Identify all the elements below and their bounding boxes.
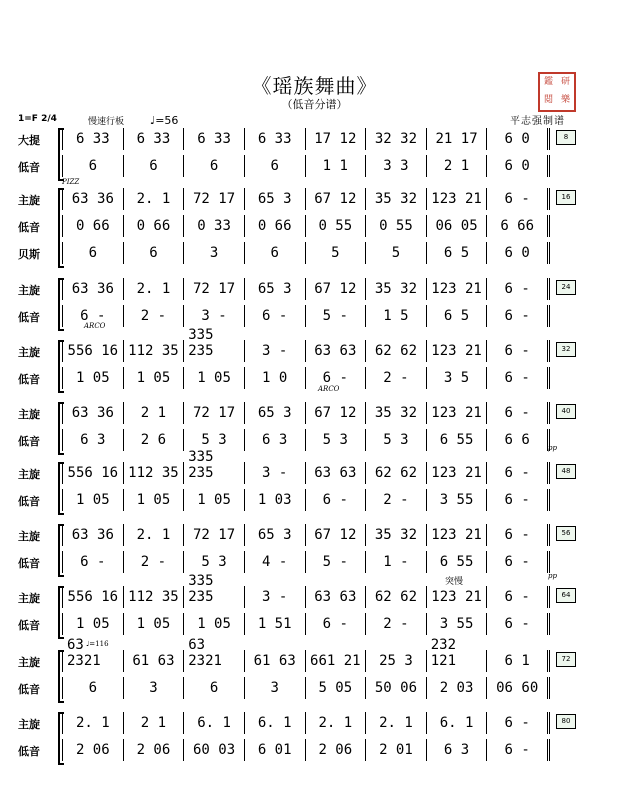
tempo-change: ♩=116 — [86, 640, 109, 648]
measure: 6 33 — [245, 128, 306, 150]
measure: 3 — [245, 677, 306, 699]
staff-label: 低音 — [18, 435, 40, 448]
measure: 72 17 — [184, 524, 245, 546]
arco-mark: ARCO — [84, 322, 106, 330]
staff-row — [62, 305, 550, 327]
measure: 6 1 — [487, 650, 550, 672]
measure: 123 21 — [427, 462, 488, 484]
measure: 6 - — [487, 305, 550, 327]
staff-label: 主旋 — [18, 530, 40, 543]
arco-mark: ARCO — [318, 385, 340, 393]
staff-label: 低音 — [18, 161, 40, 174]
measure: 123 21 — [427, 188, 488, 210]
measure: 6 - — [306, 367, 367, 389]
measure: 6 - — [487, 367, 550, 389]
rehearsal-number: 48 — [556, 464, 576, 479]
measure: 62 62 — [366, 462, 427, 484]
measure: 6 — [184, 677, 245, 699]
staff-label: 主旋 — [18, 592, 40, 605]
measure: 63 36 — [62, 278, 124, 300]
rehearsal-number: 56 — [556, 526, 576, 541]
measure: 67 12 — [306, 278, 367, 300]
measure: 61 63 — [124, 650, 185, 672]
measure: 2. 1 — [306, 712, 367, 734]
measure: 6 3 — [62, 429, 124, 451]
measure: 3 3 — [366, 155, 427, 177]
measure: 6 — [62, 677, 124, 699]
measure: 35 32 — [366, 278, 427, 300]
staff-label: 主旋 — [18, 408, 40, 421]
page-subtitle: （低音分谱） — [281, 98, 348, 111]
measure: 50 06 — [366, 677, 427, 699]
measure: 123 21 — [427, 278, 488, 300]
measure: 17 12 — [306, 128, 367, 150]
measure: 112 35 — [124, 462, 185, 484]
measure: 123 21 — [427, 402, 488, 424]
measure: 6 - — [62, 551, 124, 573]
measure: 123 21 — [427, 586, 488, 608]
measure: 2. 1 — [124, 278, 185, 300]
measure: 1 - — [366, 551, 427, 573]
measure: 335 235 — [184, 462, 245, 484]
measure: 2 6 — [124, 429, 185, 451]
measure: 0 55 — [366, 215, 427, 237]
staff-label: 主旋 — [18, 656, 40, 669]
staff-row — [62, 128, 550, 150]
measure: 112 35 — [124, 340, 185, 362]
measure: 1 05 — [62, 367, 124, 389]
measure: 6 0 — [487, 155, 550, 177]
measure: 6 33 — [62, 128, 124, 150]
staff-label: 低音 — [18, 221, 40, 234]
measure: 6 - — [306, 613, 367, 635]
measure: 72 17 — [184, 188, 245, 210]
measure: 63 36 — [62, 402, 124, 424]
measure: 6. 1 — [245, 712, 306, 734]
measure: 1 05 — [184, 367, 245, 389]
measure: 1 0 — [245, 367, 306, 389]
staff-label: 主旋 — [18, 468, 40, 481]
measure: 5 3 — [184, 429, 245, 451]
measure: 335 235 — [184, 586, 245, 608]
measure: 1 05 — [124, 489, 185, 511]
measure: 2 - — [366, 489, 427, 511]
measure: 4 - — [245, 551, 306, 573]
staff-row — [62, 278, 550, 300]
measure: 1 05 — [62, 489, 124, 511]
measure: 5 3 — [366, 429, 427, 451]
measure: 5 3 — [184, 551, 245, 573]
measure: 2 - — [124, 551, 185, 573]
measure: 63 2321 — [184, 650, 245, 672]
measure: 2 1 — [124, 712, 185, 734]
measure: 3 — [184, 242, 245, 264]
staff-row — [62, 188, 550, 210]
staff-row — [62, 449, 550, 484]
measure: 1 1 — [306, 155, 367, 177]
staff-row — [62, 215, 550, 237]
measure: 2 1 — [427, 155, 488, 177]
measure: 335 235 — [184, 340, 245, 362]
staff-label: 低音 — [18, 745, 40, 758]
rehearsal-number: 40 — [556, 404, 576, 419]
staff-row — [62, 429, 550, 451]
measure: 6 - — [487, 402, 550, 424]
measure: 6 - — [487, 739, 550, 761]
measure: 6 0 — [487, 242, 550, 264]
measure: 6 5 — [427, 242, 488, 264]
measure: 2. 1 — [124, 188, 185, 210]
measure: 5 3 — [306, 429, 367, 451]
measure: 112 35 — [124, 586, 185, 608]
measure: 6 - — [487, 188, 550, 210]
measure: 32 32 — [366, 128, 427, 150]
measure: 67 12 — [306, 524, 367, 546]
staff-row — [62, 677, 550, 699]
measure: 6 - — [245, 305, 306, 327]
measure: 35 32 — [366, 188, 427, 210]
measure: 61 63 — [245, 650, 306, 672]
key-signature: 1=F 2/4 — [18, 114, 57, 124]
tempo-text: 慢速行板 — [88, 117, 125, 127]
measure: 6 66 — [487, 215, 550, 237]
staff-label: 贝斯 — [18, 248, 40, 261]
measure: 1 05 — [124, 613, 185, 635]
measure: 65 3 — [245, 188, 306, 210]
measure: 6 - — [487, 489, 550, 511]
measure: 1 5 — [366, 305, 427, 327]
measure: 6 — [124, 155, 185, 177]
measure: 6 - — [487, 278, 550, 300]
staff-row — [62, 524, 550, 546]
measure: 65 3 — [245, 524, 306, 546]
staff-label: 低音 — [18, 373, 40, 386]
measure: 35 32 — [366, 524, 427, 546]
pp-mark: pp — [548, 444, 557, 452]
measure: 6 55 — [427, 551, 488, 573]
staff-label: 主旋 — [18, 284, 40, 297]
pizz-mark: PIZZ — [62, 178, 80, 186]
measure: 6 3 — [427, 739, 488, 761]
measure: 0 66 — [245, 215, 306, 237]
measure: 62 62 — [366, 586, 427, 608]
rehearsal-number: 80 — [556, 714, 576, 729]
rehearsal-number: 8 — [556, 130, 576, 145]
measure: 6. 1 — [427, 712, 488, 734]
measure: 63 36 — [62, 524, 124, 546]
staff-label: 主旋 — [18, 194, 40, 207]
measure: 556 16 — [62, 462, 124, 484]
measure: 5 05 — [306, 677, 367, 699]
measure: 6 - — [487, 551, 550, 573]
measure: 2. 1 — [366, 712, 427, 734]
measure: 6 — [62, 155, 124, 177]
page-title: 《瑶族舞曲》 — [251, 74, 378, 98]
rehearsal-number: 24 — [556, 280, 576, 295]
seal-char: 閲 — [543, 95, 553, 105]
rehearsal-number: 64 — [556, 588, 576, 603]
measure: 65 3 — [245, 402, 306, 424]
measure: 63 63 — [306, 462, 367, 484]
measure: 35 32 — [366, 402, 427, 424]
staff-row — [62, 489, 550, 511]
seal-stamp — [538, 72, 576, 112]
measure: 3 - — [245, 586, 306, 608]
seal-char: 鑑 — [543, 77, 553, 87]
measure: 2 - — [366, 613, 427, 635]
staff-label: 主旋 — [18, 346, 40, 359]
measure: 232 121 — [427, 650, 488, 672]
measure: 2 01 — [366, 739, 427, 761]
measure: 6 - — [487, 462, 550, 484]
pp-mark: pp — [548, 572, 557, 580]
staff-row — [62, 739, 550, 761]
measure: 123 21 — [427, 524, 488, 546]
measure: 0 66 — [124, 215, 185, 237]
staff-row — [62, 402, 550, 424]
measure: 6 6 — [487, 429, 550, 451]
measure: 65 3 — [245, 278, 306, 300]
staff-label: 低音 — [18, 557, 40, 570]
measure: 6 — [184, 155, 245, 177]
measure: 6 — [245, 155, 306, 177]
measure: 3 - — [245, 462, 306, 484]
measure: 3 55 — [427, 613, 488, 635]
measure: 6 - — [487, 613, 550, 635]
staff-row — [62, 712, 550, 734]
measure: 5 — [306, 242, 367, 264]
measure: 3 - — [184, 305, 245, 327]
staff-row — [62, 155, 550, 177]
rehearsal-number: 32 — [556, 342, 576, 357]
measure: 6 33 — [184, 128, 245, 150]
measure: 06 60 — [487, 677, 550, 699]
staff-row — [62, 327, 550, 362]
measure: 6 — [124, 242, 185, 264]
measure: 06 05 — [427, 215, 488, 237]
measure: 63 63 — [306, 340, 367, 362]
measure: 5 - — [306, 305, 367, 327]
measure: 3 5 — [427, 367, 488, 389]
measure: 2 03 — [427, 677, 488, 699]
measure: 1 03 — [245, 489, 306, 511]
measure: 2. 1 — [62, 712, 124, 734]
measure: 67 12 — [306, 188, 367, 210]
measure: 25 3 — [366, 650, 427, 672]
staff-label: 低音 — [18, 619, 40, 632]
measure: 63 2321 — [62, 650, 124, 672]
measure: 2 06 — [62, 739, 124, 761]
measure: 60 03 — [184, 739, 245, 761]
measure: 2 06 — [124, 739, 185, 761]
measure: 6 3 — [245, 429, 306, 451]
author-credit: 平志强制谱 — [510, 116, 565, 127]
measure: 1 05 — [184, 613, 245, 635]
measure: 6 - — [487, 712, 550, 734]
staff-label: 低音 — [18, 683, 40, 696]
staff-label: 低音 — [18, 311, 40, 324]
staff-row — [62, 367, 550, 389]
measure: 6 - — [487, 586, 550, 608]
measure: 6 01 — [245, 739, 306, 761]
measure: 21 17 — [427, 128, 488, 150]
measure: 67 12 — [306, 402, 367, 424]
measure: 556 16 — [62, 340, 124, 362]
measure: 1 05 — [62, 613, 124, 635]
measure: 72 17 — [184, 278, 245, 300]
measure: 2 - — [366, 367, 427, 389]
rehearsal-number: 16 — [556, 190, 576, 205]
measure: 63 36 — [62, 188, 124, 210]
seal-char: 樂 — [560, 95, 570, 105]
measure: 0 33 — [184, 215, 245, 237]
measure: 6 5 — [427, 305, 488, 327]
measure: 556 16 — [62, 586, 124, 608]
measure: 63 63 — [306, 586, 367, 608]
measure: 2 1 — [124, 402, 185, 424]
measure: 3 55 — [427, 489, 488, 511]
measure: 6 - — [487, 524, 550, 546]
measure: 6 - — [487, 340, 550, 362]
measure: 0 66 — [62, 215, 124, 237]
measure: 1 05 — [184, 489, 245, 511]
tempo-bpm: ♩=56 — [150, 114, 179, 127]
staff-row — [62, 551, 550, 573]
measure: 62 62 — [366, 340, 427, 362]
measure: 6 — [62, 242, 124, 264]
measure: 0 55 — [306, 215, 367, 237]
measure: 123 21 — [427, 340, 488, 362]
measure: 6 55 — [427, 429, 488, 451]
staff-label: 主旋 — [18, 718, 40, 731]
staff-row — [62, 242, 550, 264]
measure: 661 21 — [306, 650, 367, 672]
measure: 6 — [245, 242, 306, 264]
measure: 2 - — [124, 305, 185, 327]
staff-label: 大提 — [18, 134, 40, 147]
measure: 5 - — [306, 551, 367, 573]
measure: 2. 1 — [124, 524, 185, 546]
measure: 72 17 — [184, 402, 245, 424]
measure: 6 33 — [124, 128, 185, 150]
rit-mark: 突慢 — [445, 577, 464, 587]
rehearsal-number: 72 — [556, 652, 576, 667]
measure: 6. 1 — [184, 712, 245, 734]
measure: 6 0 — [487, 128, 550, 150]
seal-char: 研 — [560, 77, 570, 87]
staff-label: 低音 — [18, 495, 40, 508]
measure: 1 05 — [124, 367, 185, 389]
measure: 1 51 — [245, 613, 306, 635]
measure: 2 06 — [306, 739, 367, 761]
measure: 6 - — [62, 305, 124, 327]
measure: 5 — [366, 242, 427, 264]
measure: 3 - — [245, 340, 306, 362]
staff-row — [62, 613, 550, 635]
measure: 6 - — [306, 489, 367, 511]
measure: 3 — [124, 677, 185, 699]
